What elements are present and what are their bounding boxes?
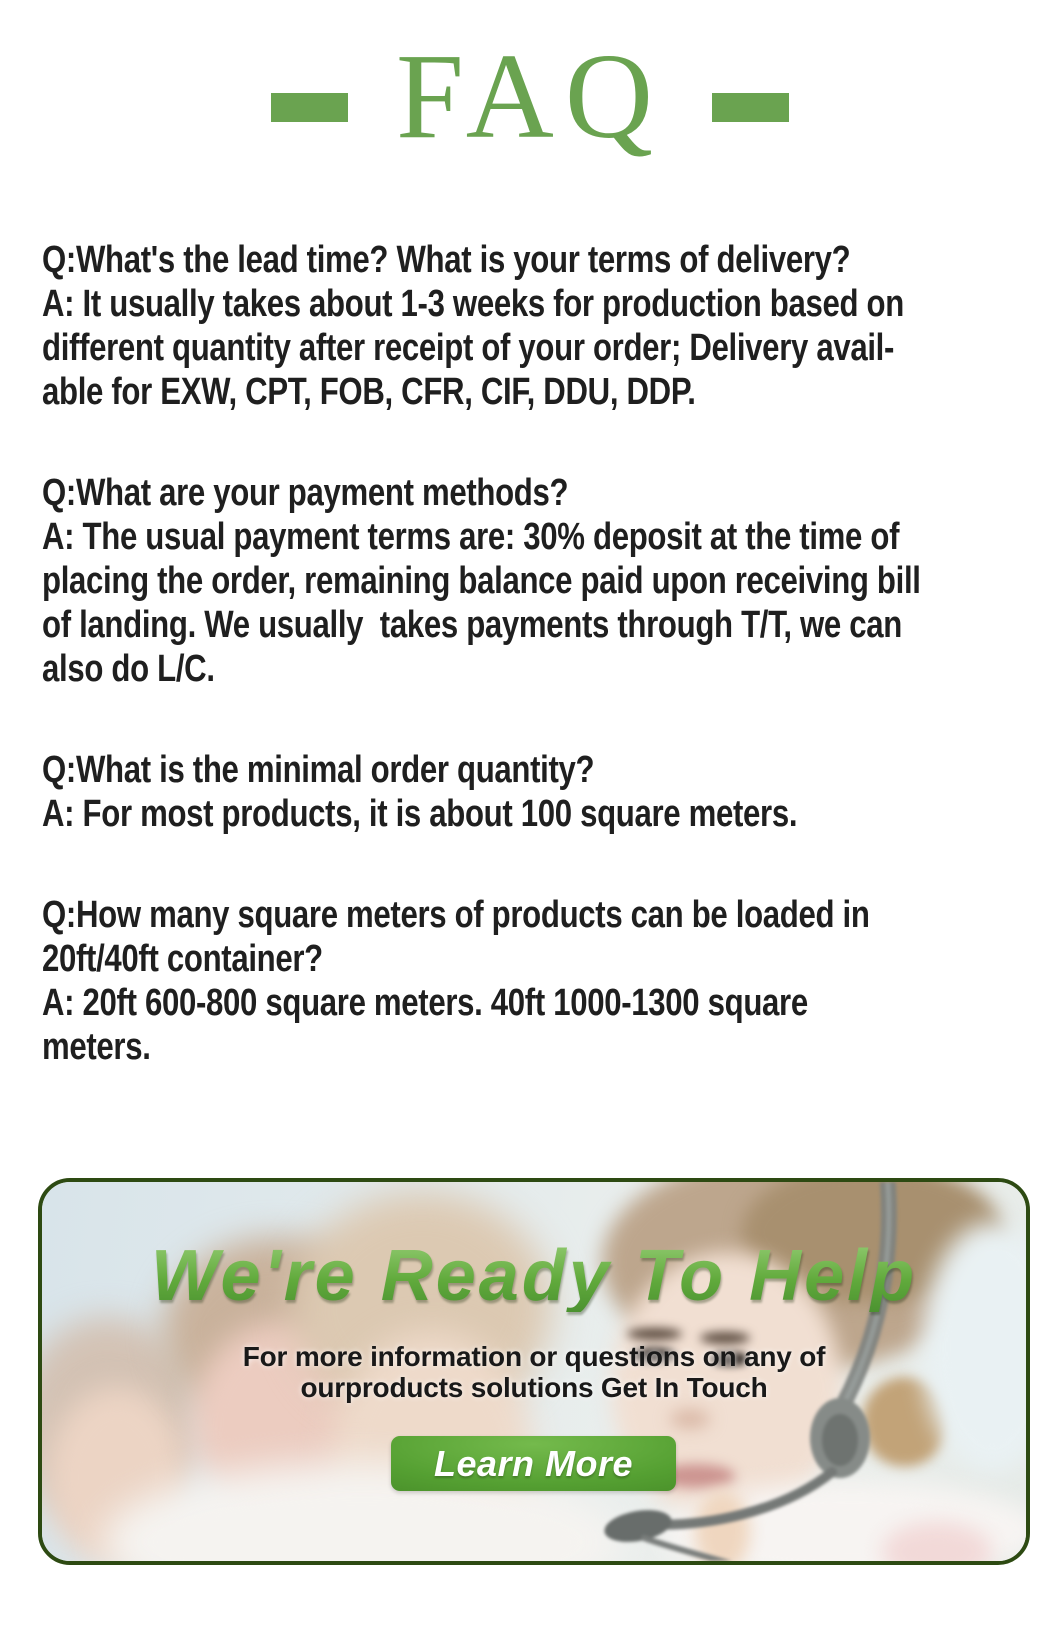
header-dash-right	[712, 93, 789, 122]
faq-header	[0, 0, 1060, 200]
faq-item-lead-time	[42, 238, 1040, 414]
faq-question-line: Q:What's the lead time? What is your terms of delivery?	[42, 239, 851, 281]
faq-answer-line: able for EXW, CPT, FOB, CFR, CIF, DDU, DDP.	[42, 371, 696, 413]
faq-answer-line: A: It usually takes about 1-3 weeks for production based on	[42, 283, 904, 325]
learn-more-button[interactable]: Learn More	[391, 1436, 676, 1491]
faq-answer-line: meters.	[42, 1026, 151, 1068]
page-title: FAQ	[396, 29, 664, 164]
faq-answer-line: A: The usual payment terms are: 30% deposit at the time of	[42, 516, 900, 558]
faq-answer-line: different quantity after receipt of your order; Delivery avail-	[42, 327, 895, 369]
faq-question-line: Q:How many square meters of products can be loaded in	[42, 894, 870, 936]
faq-item-payment-methods	[42, 471, 1040, 691]
cta-subtitle	[42, 1342, 1026, 1403]
contact-cta-card	[38, 1178, 1030, 1565]
faq-answer-line: also do L/C.	[42, 648, 215, 690]
faq-question-line: Q:What are your payment methods?	[42, 472, 569, 514]
faq-item-container-loading	[42, 893, 1040, 1069]
faq-content	[0, 200, 1060, 1069]
header-dash-left	[271, 93, 348, 122]
faq-answer-line: A: For most products, it is about 100 square meters.	[42, 793, 798, 835]
cta-heading: We're Ready To Help	[42, 1240, 1026, 1312]
faq-answer-line: placing the order, remaining balance paid upon receiving bill	[42, 560, 921, 602]
cta-subtitle-line1: For more information or questions on any of	[242, 1341, 826, 1372]
faq-answer-line: A: 20ft 600-800 square meters. 40ft 1000-1300 square	[42, 982, 808, 1024]
faq-answer-line: of landing. We usually takes payments through T/T, we can	[42, 604, 902, 646]
faq-item-minimal-order	[42, 748, 1040, 836]
faq-question-line: Q:What is the minimal order quantity?	[42, 749, 595, 791]
faq-question-line: 20ft/40ft container?	[42, 938, 323, 980]
cta-subtitle-line2: ourproducts solutions Get In Touch	[300, 1371, 768, 1403]
